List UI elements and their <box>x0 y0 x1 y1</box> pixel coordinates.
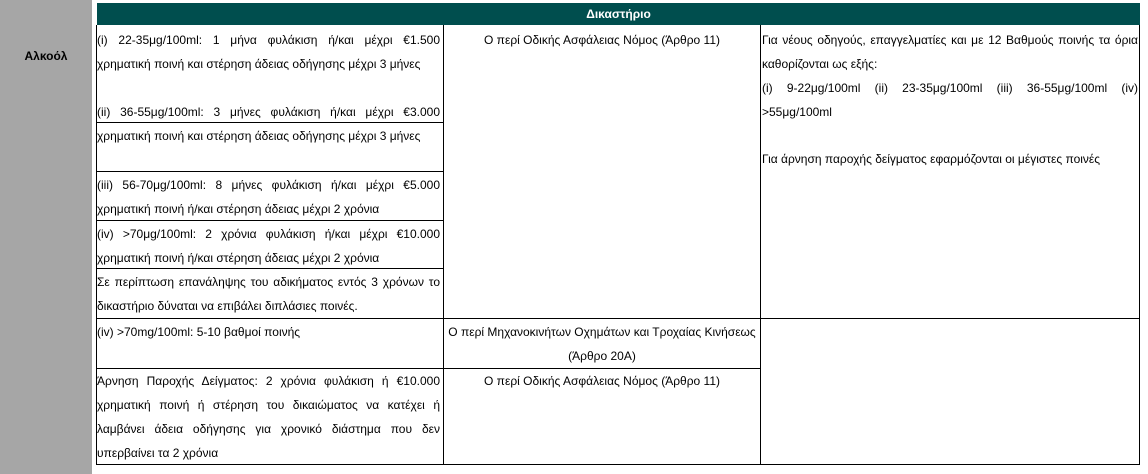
column-header: Δικαστήριο <box>97 3 1140 25</box>
row-header-cell <box>0 0 92 474</box>
row-header-label: Αλκοόλ <box>24 49 68 63</box>
notes-line: Για άρνηση παροχής δείγματος εφαρμόζονται οι μέγιστες ποινές <box>762 152 1101 166</box>
notes-line: (i) 9-22μg/100ml (ii) 23-35μg/100ml (iii) 36-55μg/100ml (iv) >55μg/100ml <box>762 81 1138 119</box>
table-border <box>96 171 444 172</box>
penalty-cell: (iii) 56-70μg/100ml: 8 μήνες φυλάκιση ή/και μέχρι €5.000 χρηματική ποινή ή/και στέρηση άδειας μέχρι 2 χρόνια <box>97 178 440 216</box>
law-cell: Ο περί Μηχανοκινήτων Οχημάτων και Τροχαίας Κινήσεως (Άρθρο 20Α) <box>448 325 756 363</box>
table-border <box>96 318 1140 319</box>
penalty-cell: (ii) 36-55μg/100ml: 3 μήνες φυλάκιση ή/και μέχρι €3.000 χρηματική ποινή και στέρηση άδειας οδήγησης μέχρι 3 μήνες <box>97 105 440 143</box>
table-border <box>443 25 444 465</box>
law-cell: Ο περί Οδικής Ασφάλειας Νόμος (Άρθρο 11) <box>484 33 720 47</box>
law-cell: Ο περί Οδικής Ασφάλειας Νόμος (Άρθρο 11) <box>484 374 720 388</box>
penalty-cell: (iv) >70μg/100ml: 2 χρόνια φυλάκιση ή/και μέχρι €10.000 χρηματική ποινή ή/και στέρηση άδειας μέχρι 2 χρόνια <box>97 227 440 265</box>
penalty-cell: Σε περίπτωση επανάληψης του αδικήματος εντός 3 χρόνων το δικαστήριο δύναται να επιβάλει διπλάσιες ποινές. <box>97 275 440 313</box>
penalty-cell: Άρνηση Παροχής Δείγματος: 2 χρόνια φυλάκιση ή €10.000 χρηματική ποινή ή στέρηση του δικαιώματος να κατέχει ή λαμβάνει άδεια οδήγησης για χρονικό διάστημα που δεν υπερβαίνει τα 2 χρόνια <box>97 374 440 460</box>
notes-line: Για νέους οδηγούς, επαγγελματίες και με 12 Βαθμούς ποινής τα όρια καθορίζονται ως εξής: <box>762 33 1138 71</box>
penalty-cell: (i) 22-35μg/100ml: 1 μήνα φυλάκιση ή/και μέχρι €1.500 χρηματική ποινή και στέρηση άδειας οδήγησης μέχρι 3 μήνες <box>97 33 440 71</box>
table-border <box>760 25 761 465</box>
penalty-cell: (iv) >70mg/100ml: 5-10 βαθμοί ποινής <box>97 325 301 339</box>
table-border <box>1139 25 1140 465</box>
